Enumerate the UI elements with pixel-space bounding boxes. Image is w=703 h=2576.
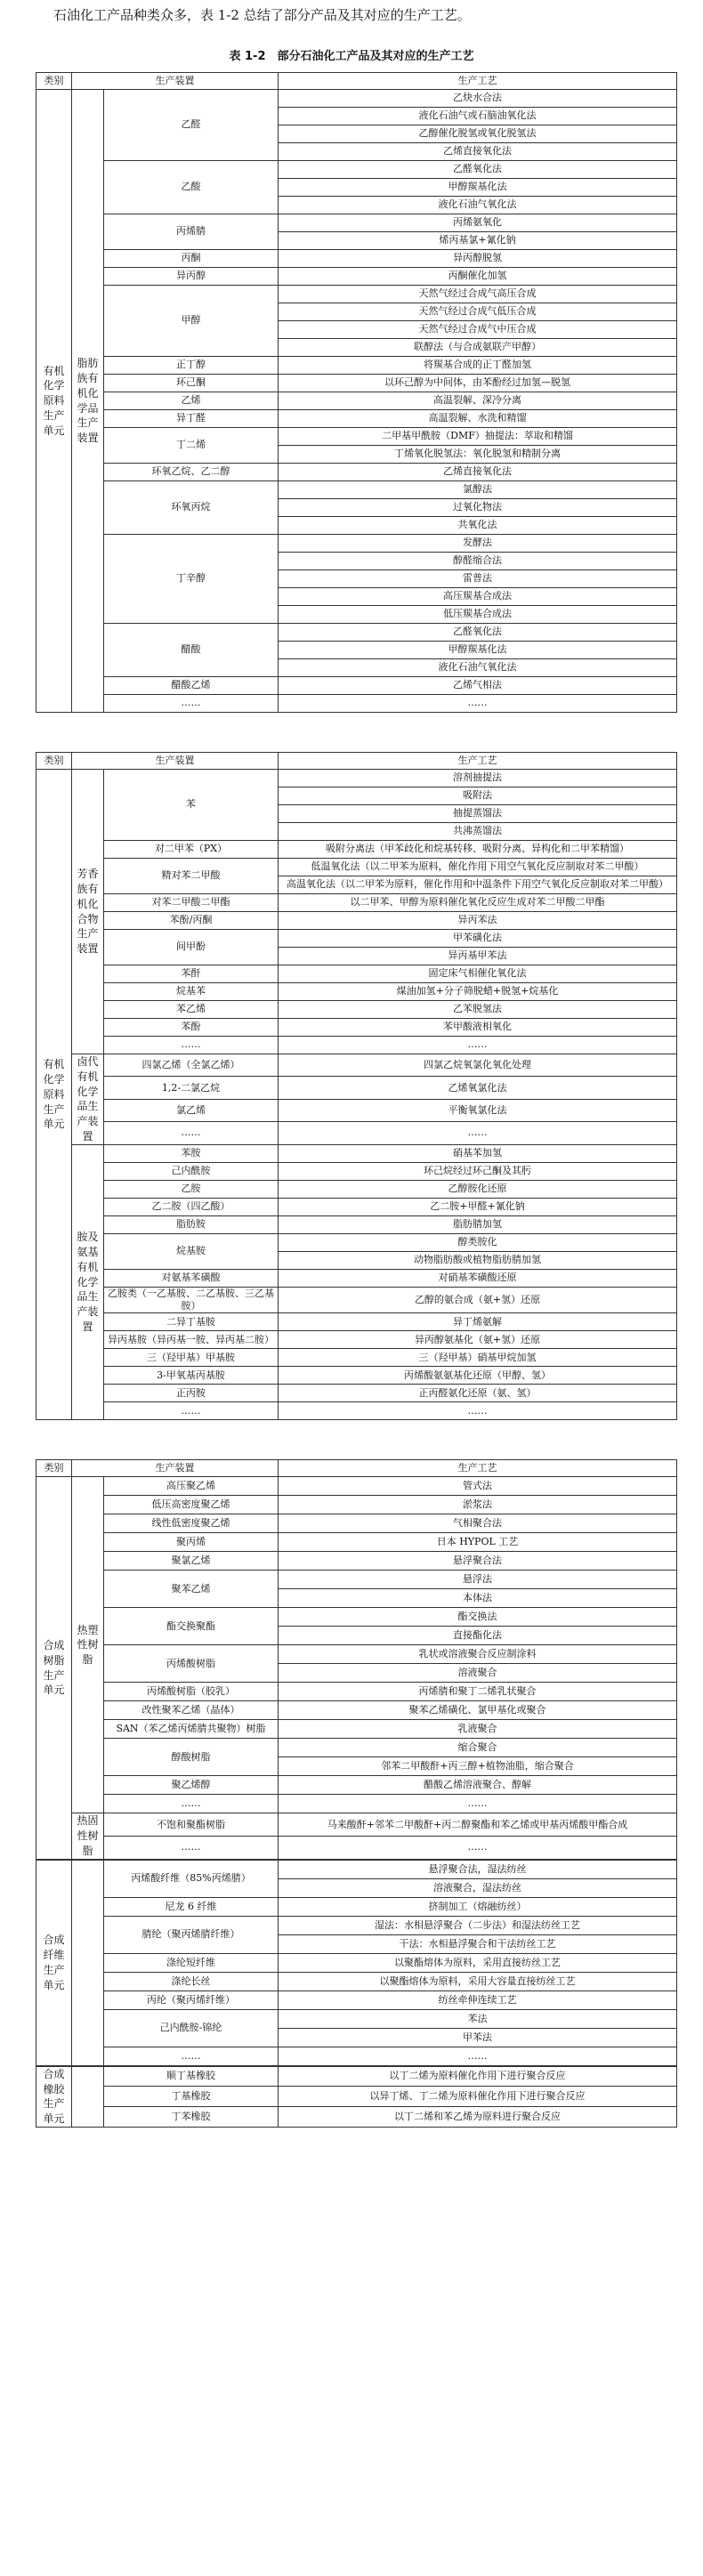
table-row — [36, 286, 677, 303]
table-row — [36, 1860, 677, 1878]
sub-category-cell: 卤代有机化学品生产装置 — [72, 1054, 104, 1145]
header-category: 类别 — [36, 1460, 72, 1477]
process-cell: 低温氧化法（以二甲苯为原料，催化作用下用空气氧化反应制取对苯二甲酸） — [279, 859, 677, 876]
table-row — [36, 1477, 677, 1496]
process-cell: 直接酯化法 — [279, 1627, 677, 1645]
process-cell: …… — [279, 1402, 677, 1420]
process-cell: 环己烷经过环己酮及其肟 — [279, 1162, 677, 1180]
table-row — [36, 912, 677, 930]
process-cell: …… — [279, 1122, 677, 1144]
product-cell: 苯胺 — [104, 1144, 279, 1162]
process-cell: 乙醛氧化法 — [279, 624, 677, 642]
table-row — [36, 392, 677, 410]
process-cell: 液化石油气氧化法 — [279, 197, 677, 214]
product-cell: 对二甲苯（PX） — [104, 841, 279, 859]
table-row — [36, 428, 677, 446]
product-cell: …… — [104, 2047, 279, 2065]
table-row — [36, 1776, 677, 1795]
product-cell: 线性低密度聚乙烯 — [104, 1514, 279, 1533]
category-cell: 合成树脂生产单元 — [36, 1477, 72, 1859]
process-cell: 日本 HYPOL 工艺 — [279, 1533, 677, 1552]
table-row — [36, 1180, 677, 1198]
product-cell: 苯酐 — [104, 965, 279, 983]
table-row — [36, 90, 677, 108]
table-row — [36, 1162, 677, 1180]
product-cell: 丁二烯 — [104, 428, 279, 464]
table-row — [36, 894, 677, 912]
process-cell: 甲苯法 — [279, 2028, 677, 2047]
sub-category-cell — [72, 2066, 104, 2127]
product-cell: 对苯二甲酸二甲酯 — [104, 894, 279, 912]
process-cell: 正丙醛氨化还原（氨、氢） — [279, 1385, 677, 1402]
process-cell: 高温裂解、水洗和精馏 — [279, 410, 677, 428]
table-row — [36, 1991, 677, 2009]
table-row — [36, 841, 677, 859]
product-cell: 乙醛 — [104, 90, 279, 161]
process-cell: 氯醇法 — [279, 481, 677, 499]
product-cell: …… — [104, 695, 279, 713]
process-cell: 烯丙基氯+氰化钠 — [279, 232, 677, 250]
product-cell: 乙酸 — [104, 161, 279, 214]
table-row — [36, 1813, 677, 1837]
product-cell: 二异丁基胺 — [104, 1313, 279, 1331]
product-cell: 丁辛醇 — [104, 535, 279, 624]
category-cell: 合成纤维生产单元 — [36, 1860, 72, 2065]
product-cell: 醇酸树脂 — [104, 1739, 279, 1776]
product-cell: 丙酮 — [104, 250, 279, 268]
table-row — [36, 1720, 677, 1739]
product-cell: …… — [104, 1037, 279, 1054]
table-row — [36, 2087, 677, 2107]
table-row — [36, 410, 677, 428]
process-cell: 甲醇羰基化法 — [279, 179, 677, 197]
header-process: 生产工艺 — [279, 753, 677, 770]
product-cell: 聚丙烯 — [104, 1533, 279, 1552]
header-process: 生产工艺 — [279, 1460, 677, 1477]
process-cell: 丁烯氧化脱氢法：氧化脱氢和精制分离 — [279, 446, 677, 464]
process-cell: 乙醛氧化法 — [279, 161, 677, 179]
table-row — [36, 983, 677, 1001]
product-cell: 异丙醇 — [104, 268, 279, 286]
table-row — [36, 357, 677, 375]
product-cell: 乙烯 — [104, 392, 279, 410]
process-table — [36, 1459, 677, 1859]
product-cell: 烷基胺 — [104, 1233, 279, 1269]
process-cell: 聚苯乙烯磺化、氯甲基化或聚合 — [279, 1701, 677, 1720]
product-cell: 己内酰胺 — [104, 1162, 279, 1180]
process-cell: 天然气经过合成气低压合成 — [279, 303, 677, 321]
process-cell: 天然气经过合成气中压合成 — [279, 321, 677, 339]
product-cell: 对氨基苯磺酸 — [104, 1269, 279, 1287]
product-cell: SAN（苯乙烯丙烯腈共聚物）树脂 — [104, 1720, 279, 1739]
product-cell: 甲醇 — [104, 286, 279, 357]
process-cell: 高温氧化法（以二甲苯为原料，催化作用和中温条件下用空气氧化反应制取对苯二甲酸） — [279, 876, 677, 894]
table-row — [36, 859, 677, 876]
product-cell: 脂肪胺 — [104, 1215, 279, 1233]
table-row — [36, 1953, 677, 1972]
process-cell: 吸附分离法（甲苯歧化和烷基转移、吸附分离、异构化和二甲苯精馏） — [279, 841, 677, 859]
process-cell: 平衡氧氯化法 — [279, 1099, 677, 1121]
product-cell: 涤纶长丝 — [104, 1972, 279, 1991]
product-cell: 三（羟甲基）甲基胺 — [104, 1349, 279, 1367]
table-row — [36, 1897, 677, 1916]
table-row — [36, 1402, 677, 1420]
sub-category-cell: 胺及氨基有机化学品生产装置 — [72, 1144, 104, 1420]
process-cell: 液化石油气或石脑油氧化法 — [279, 108, 677, 125]
product-cell: 高压聚乙烯 — [104, 1477, 279, 1496]
process-cell: 溶液聚合，湿法纺丝 — [279, 1878, 677, 1897]
product-cell: 酯交换聚酯 — [104, 1608, 279, 1645]
process-cell: 以丁二烯和苯乙烯为原料进行聚合反应 — [279, 2107, 677, 2128]
process-table — [36, 1860, 677, 2066]
process-cell: 乙二胺+甲醛+氰化钠 — [279, 1198, 677, 1215]
process-cell: 马来酸酐+邻苯二甲酸酐+丙二醇聚酯和苯乙烯或甲基丙烯酸甲酯合成 — [279, 1813, 677, 1837]
product-cell: …… — [104, 1402, 279, 1420]
table-row — [36, 535, 677, 553]
table-row — [36, 268, 677, 286]
process-cell: 酯交换法 — [279, 1608, 677, 1627]
process-cell: 乙烯直接氧化法 — [279, 143, 677, 161]
process-cell: 二甲基甲酰胺（DMF）抽提法：萃取和精馏 — [279, 428, 677, 446]
product-cell: 异丁醛 — [104, 410, 279, 428]
table-row — [36, 1122, 677, 1144]
process-table — [36, 2066, 677, 2128]
process-cell: 吸附法 — [279, 787, 677, 805]
process-cell: 低压羰基合成法 — [279, 606, 677, 624]
product-cell: 丙烯酸纤维（85%丙烯腈） — [104, 1860, 279, 1897]
table-row — [36, 1287, 677, 1313]
table-row — [36, 695, 677, 713]
product-cell: 异丙基胺（异丙基一胺、异丙基二胺） — [104, 1331, 279, 1349]
process-cell: 三（羟甲基）硝基甲烷加氢 — [279, 1349, 677, 1367]
sub-category-cell: 热固性树脂 — [72, 1813, 104, 1859]
table-row — [36, 1001, 677, 1019]
process-cell: 苯法 — [279, 2009, 677, 2028]
process-cell: 丙烯酸氨氨基化还原（甲醇、氢） — [279, 1367, 677, 1385]
process-cell: 悬浮法 — [279, 1571, 677, 1589]
process-cell: 以聚酯熔体为原料，采用大容量直接纺丝工艺 — [279, 1972, 677, 1991]
product-cell: 烷基苯 — [104, 983, 279, 1001]
process-cell: 对硝基苯磺酸还原 — [279, 1269, 677, 1287]
table-row — [36, 1367, 677, 1385]
table-row — [36, 1514, 677, 1533]
process-cell: 乳状或溶液聚合反应制涂料 — [279, 1645, 677, 1664]
product-cell: 乙二胺（四乙酸） — [104, 1198, 279, 1215]
process-cell: 高温裂解、深冷分离 — [279, 392, 677, 410]
product-cell: 聚苯乙烯 — [104, 1571, 279, 1608]
table-row — [36, 677, 677, 695]
process-cell: 共氧化法 — [279, 517, 677, 535]
table-row — [36, 1349, 677, 1367]
sub-category-cell: 热塑性树脂 — [72, 1477, 104, 1813]
process-cell: 悬浮聚合法 — [279, 1552, 677, 1571]
product-cell: 精对苯二甲酸 — [104, 859, 279, 894]
table-row — [36, 1533, 677, 1552]
process-cell: 将羰基合成的正丁醛加氢 — [279, 357, 677, 375]
tables-container — [0, 72, 703, 2128]
process-cell: 共沸蒸馏法 — [279, 823, 677, 841]
process-cell: 纺丝牵伸连续工艺 — [279, 1991, 677, 2009]
process-cell: 邻苯二甲酸酐+丙三醇+植物油脂，缩合聚合 — [279, 1757, 677, 1776]
process-cell: …… — [279, 695, 677, 713]
process-table — [36, 752, 677, 1420]
process-cell: 悬浮聚合法，湿法纺丝 — [279, 1860, 677, 1878]
process-cell: 以丁二烯为原料催化作用下进行聚合反应 — [279, 2066, 677, 2087]
table-row — [36, 1215, 677, 1233]
table-row — [36, 1496, 677, 1514]
table-row — [36, 375, 677, 392]
product-cell: 丙烯酸树脂（胶乳） — [104, 1683, 279, 1701]
process-cell: 液化石油气氧化法 — [279, 659, 677, 677]
product-cell: 正丙胺 — [104, 1385, 279, 1402]
product-cell: 聚乙烯醇 — [104, 1776, 279, 1795]
table-row — [36, 770, 677, 787]
sub-category-cell: 脂肪族有机化学品生产装置 — [72, 90, 104, 713]
process-cell: 脂肪腈加氢 — [279, 1215, 677, 1233]
process-cell: 异丙苯法 — [279, 912, 677, 930]
process-cell: 乙烯氧氯化法 — [279, 1077, 677, 1099]
process-cell: 以二甲苯、甲醇为原料催化氧化反应生成对苯二甲酸二甲酯 — [279, 894, 677, 912]
table-row — [36, 161, 677, 179]
table-row — [36, 250, 677, 268]
product-cell: 醋酸乙烯 — [104, 677, 279, 695]
table-row — [36, 2107, 677, 2128]
product-cell: 1,2-二氯乙烷 — [104, 1077, 279, 1099]
table-row — [36, 1837, 677, 1860]
table-row — [36, 965, 677, 983]
product-cell: 顺丁基橡胶 — [104, 2066, 279, 2087]
table-row — [36, 214, 677, 232]
product-cell: 3-甲氧基丙基胺 — [104, 1367, 279, 1385]
process-cell: 淤浆法 — [279, 1496, 677, 1514]
process-cell: 乙烯直接氧化法 — [279, 464, 677, 481]
process-cell: 湿法：水相悬浮聚合（二步法）和湿法纺丝工艺 — [279, 1916, 677, 1934]
table-row — [36, 481, 677, 499]
process-cell: …… — [279, 1037, 677, 1054]
process-cell: 高压羰基合成法 — [279, 588, 677, 606]
process-cell: 气相聚合法 — [279, 1514, 677, 1533]
category-cell: 有机化学原料生产单元 — [36, 770, 72, 1420]
process-cell: 乙醇胺化还原 — [279, 1180, 677, 1198]
process-cell: 以异丁烯、丁二烯为原料催化作用下进行聚合反应 — [279, 2087, 677, 2107]
process-cell: 溶液聚合 — [279, 1664, 677, 1683]
table-row — [36, 1037, 677, 1054]
header-process: 生产工艺 — [279, 73, 677, 90]
table-row — [36, 2066, 677, 2087]
product-cell: 不饱和聚酯树脂 — [104, 1813, 279, 1837]
process-cell: …… — [279, 1837, 677, 1860]
process-cell: 苯甲酸液相氧化 — [279, 1019, 677, 1037]
intro-paragraph: 石油化工产品种类众多，表 1-2 总结了部分产品及其对应的生产工艺。 — [53, 7, 471, 23]
table-row — [36, 1313, 677, 1331]
process-cell: 干法：水相悬浮聚合和干法纺丝工艺 — [279, 1934, 677, 1953]
process-cell: 发酵法 — [279, 535, 677, 553]
product-cell: 聚氯乙烯 — [104, 1552, 279, 1571]
table-row — [36, 1198, 677, 1215]
table-row — [36, 930, 677, 948]
process-cell: 醇类胺化 — [279, 1233, 677, 1251]
product-cell: 四氯乙烯（全氯乙烯） — [104, 1054, 279, 1077]
product-cell: 乙胺类（一乙基胺、二乙基胺、三乙基胺） — [104, 1287, 279, 1313]
process-cell: 固定床气相催化氧化法 — [279, 965, 677, 983]
category-cell: 有机化学原料生产单元 — [36, 90, 72, 713]
header-unit: 生产装置 — [72, 1460, 279, 1477]
header-category: 类别 — [36, 73, 72, 90]
product-cell: 己内酰胺-锦纶 — [104, 2009, 279, 2047]
process-cell: 四氯乙烷氧氯化氧化处理 — [279, 1054, 677, 1077]
header-unit: 生产装置 — [72, 753, 279, 770]
product-cell: …… — [104, 1122, 279, 1144]
table-row — [36, 1269, 677, 1287]
process-cell: 本体法 — [279, 1589, 677, 1608]
process-cell: 煤油加氢+分子筛脱蜡+脱氢+烷基化 — [279, 983, 677, 1001]
process-cell: 乙醇的氨合成（氨+氢）还原 — [279, 1287, 677, 1313]
process-cell: 天然气经过合成气高压合成 — [279, 286, 677, 303]
process-cell: 缩合聚合 — [279, 1739, 677, 1757]
table-row — [36, 464, 677, 481]
table-row — [36, 1385, 677, 1402]
product-cell: 环氧丙烷 — [104, 481, 279, 535]
product-cell: 丙烯腈 — [104, 214, 279, 250]
process-cell: 丙烯腈和聚丁二烯乳状聚合 — [279, 1683, 677, 1701]
table-caption: 表 1-2 部分石油化工产品及其对应的生产工艺 — [229, 50, 474, 63]
product-cell: 苯 — [104, 770, 279, 841]
product-cell: 丙烯酸树脂 — [104, 1645, 279, 1683]
process-cell: 过氧化物法 — [279, 499, 677, 517]
product-cell: 尼龙 6 纤维 — [104, 1897, 279, 1916]
product-cell: 氯乙烯 — [104, 1099, 279, 1121]
table-row — [36, 1972, 677, 1991]
table-row — [36, 1683, 677, 1701]
product-cell: 间甲酚 — [104, 930, 279, 965]
header-unit: 生产装置 — [72, 73, 279, 90]
process-cell: 管式法 — [279, 1477, 677, 1496]
process-cell: 醋酸乙烯溶液聚合、醇解 — [279, 1776, 677, 1795]
table-row — [36, 2047, 677, 2065]
process-cell: 溶剂抽提法 — [279, 770, 677, 787]
process-cell: 抽提蒸馏法 — [279, 805, 677, 823]
table-row — [36, 1645, 677, 1664]
table-row — [36, 1795, 677, 1813]
sub-category-cell: 芳香族有机化合物生产装置 — [72, 770, 104, 1054]
process-cell: 乙烯气相法 — [279, 677, 677, 695]
product-cell: …… — [104, 1795, 279, 1813]
table-row — [36, 1701, 677, 1720]
product-cell: 丙纶（聚丙烯纤维） — [104, 1991, 279, 2009]
product-cell: 改性聚苯乙烯（晶体） — [104, 1701, 279, 1720]
process-cell: 以聚酯熔体为原料，采用直接纺丝工艺 — [279, 1953, 677, 1972]
table-row — [36, 1571, 677, 1589]
product-cell: 丁基橡胶 — [104, 2087, 279, 2107]
process-cell: 乙苯脱氢法 — [279, 1001, 677, 1019]
table-row — [36, 1054, 677, 1077]
process-cell: 甲醇羰基化法 — [279, 642, 677, 659]
process-cell: …… — [279, 2047, 677, 2065]
process-cell: 乳液聚合 — [279, 1720, 677, 1739]
process-cell: 动物脂肪酸或植物脂肪腈加氢 — [279, 1251, 677, 1269]
product-cell: 醋酸 — [104, 624, 279, 677]
process-cell: 甲苯磺化法 — [279, 930, 677, 948]
product-cell: 乙胺 — [104, 1180, 279, 1198]
product-cell: 苯酚 — [104, 1019, 279, 1037]
table-row — [36, 1019, 677, 1037]
table-row — [36, 1144, 677, 1162]
product-cell: 丁苯橡胶 — [104, 2107, 279, 2128]
product-cell: 低压高密度聚乙烯 — [104, 1496, 279, 1514]
category-cell: 合成橡胶生产单元 — [36, 2066, 72, 2127]
process-cell: 异丙醇氨基化（氨+氢）还原 — [279, 1331, 677, 1349]
product-cell: 涤纶短纤维 — [104, 1953, 279, 1972]
process-cell: 异丁烯氨解 — [279, 1313, 677, 1331]
table-row — [36, 1077, 677, 1099]
product-cell: 腈纶（聚丙烯腈纤维） — [104, 1916, 279, 1953]
product-cell: 正丁醇 — [104, 357, 279, 375]
process-table — [36, 72, 677, 713]
process-cell: 醇醛缩合法 — [279, 553, 677, 570]
header-category: 类别 — [36, 753, 72, 770]
product-cell: 环氧乙烷、乙二醇 — [104, 464, 279, 481]
process-cell: 丙烯氨氧化 — [279, 214, 677, 232]
table-row — [36, 1739, 677, 1757]
table-row — [36, 1608, 677, 1627]
process-cell: …… — [279, 1795, 677, 1813]
process-cell: 挤制加工（熔融纺丝） — [279, 1897, 677, 1916]
sub-category-cell — [72, 1860, 104, 2065]
process-cell: 乙醇催化脱氢或氧化脱氢法 — [279, 125, 677, 143]
table-row — [36, 1916, 677, 1934]
product-cell: 苯酚/丙酮 — [104, 912, 279, 930]
table-row — [36, 1099, 677, 1121]
table-row — [36, 2009, 677, 2028]
process-cell: 异丙醇脱氢 — [279, 250, 677, 268]
process-cell: 乙炔水合法 — [279, 90, 677, 108]
table-row — [36, 1552, 677, 1571]
product-cell: 环己酮 — [104, 375, 279, 392]
product-cell: 苯乙烯 — [104, 1001, 279, 1019]
process-cell: 雷普法 — [279, 570, 677, 588]
process-cell: 联醇法（与合成氨联产甲醇） — [279, 339, 677, 357]
process-cell: 异丙基甲苯法 — [279, 948, 677, 965]
process-cell: 以环己醇为中间体，由苯酚经过加氢—脱氢 — [279, 375, 677, 392]
product-cell: …… — [104, 1837, 279, 1860]
table-row — [36, 1233, 677, 1251]
process-cell: 丙酮催化加氢 — [279, 268, 677, 286]
process-cell: 硝基苯加氢 — [279, 1144, 677, 1162]
table-row — [36, 1331, 677, 1349]
table-row — [36, 624, 677, 642]
